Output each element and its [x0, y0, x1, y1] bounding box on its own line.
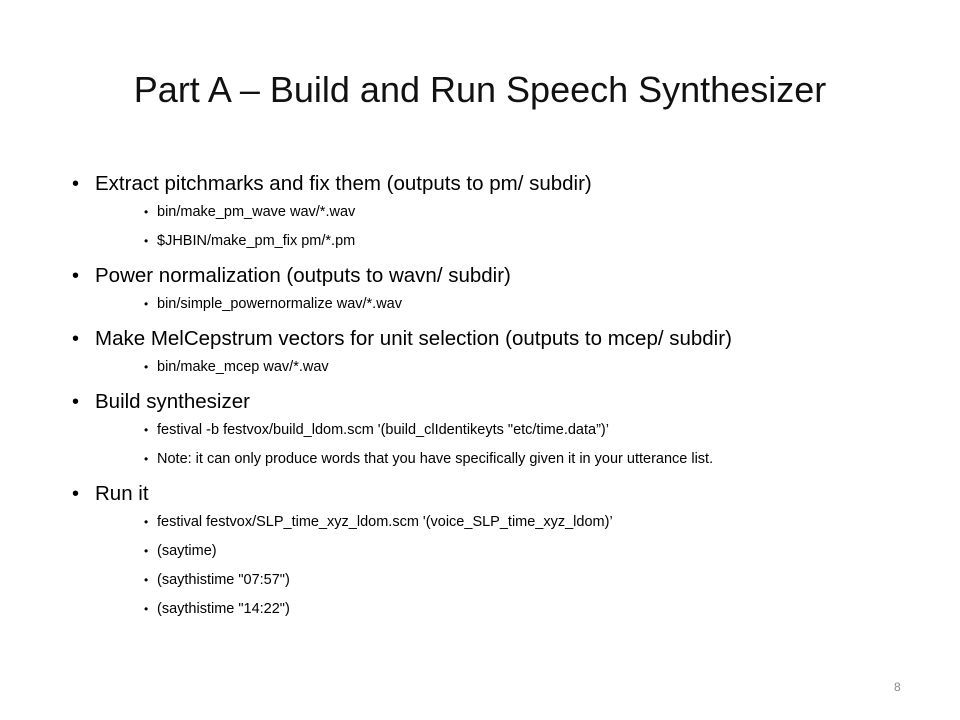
sub-bullet-text: festival festvox/SLP_time_xyz_ldom.scm '(voice_SLP_time_xyz_ldom)’ — [157, 514, 613, 530]
slide-body — [72, 170, 912, 630]
sub-bullet-dot: • — [144, 297, 149, 311]
bullet-dot: • — [72, 173, 80, 195]
sub-bullet-dot: • — [144, 360, 149, 374]
sub-bullet-dot: • — [144, 602, 149, 616]
sub-bullet-dot: • — [144, 205, 149, 219]
sub-bullet-text: (saythistime "07:57") — [157, 572, 290, 588]
sub-bullet — [72, 296, 902, 313]
sub-bullet — [72, 359, 902, 376]
bullet-text: Run it — [95, 482, 149, 505]
sub-bullet-dot: • — [144, 234, 149, 248]
page-number: 8 — [894, 680, 901, 694]
sub-bullet-text: $JHBIN/make_pm_fix pm/*.pm — [157, 233, 356, 249]
bullet-build-synthesizer — [72, 388, 912, 416]
bullet-text: Make MelCepstrum vectors for unit selection (outputs to mcep/ subdir) — [95, 327, 732, 350]
sub-bullet-dot: • — [144, 515, 149, 529]
sub-bullet — [72, 204, 902, 221]
sub-bullet — [72, 514, 902, 531]
sub-bullet — [72, 451, 902, 468]
sub-bullet — [72, 422, 902, 439]
sub-bullet — [72, 601, 902, 618]
bullet-dot: • — [72, 483, 80, 505]
bullet-text: Build synthesizer — [95, 390, 250, 413]
sub-bullet-dot: • — [144, 452, 149, 466]
slide-title: Part A – Build and Run Speech Synthesizer — [133, 69, 827, 110]
sub-bullet — [72, 572, 902, 589]
bullet-extract-pitchmarks — [72, 170, 912, 198]
bullet-power-normalization — [72, 262, 912, 290]
bullet-dot: • — [72, 391, 80, 413]
sub-bullet-text: bin/make_mcep wav/*.wav — [157, 359, 329, 375]
bullet-text: Extract pitchmarks and fix them (outputs to pm/ subdir) — [95, 172, 592, 195]
sub-bullet-dot: • — [144, 544, 149, 558]
sub-bullet-text: bin/make_pm_wave wav/*.wav — [157, 204, 356, 220]
bullet-dot: • — [72, 265, 80, 287]
sub-bullet — [72, 543, 902, 560]
sub-bullet-text: (saytime) — [157, 543, 217, 559]
sub-bullet-dot: • — [144, 423, 149, 437]
bullet-dot: • — [72, 328, 80, 350]
sub-bullet-text: Note: it can only produce words that you have specifically given it in your utterance list. — [157, 451, 714, 467]
sub-bullet-dot: • — [144, 573, 149, 587]
bullet-melcepstrum — [72, 325, 912, 353]
bullet-run-it — [72, 480, 912, 508]
sub-bullet-text: festival -b festvox/build_ldom.scm '(build_clIdentikeyts "etc/time.data”)’ — [157, 422, 609, 438]
sub-bullet-text: bin/simple_powernormalize wav/*.wav — [157, 296, 402, 312]
bullet-text: Power normalization (outputs to wavn/ subdir) — [95, 264, 511, 287]
sub-bullet — [72, 233, 902, 250]
sub-bullet-text: (saythistime "14:22") — [157, 601, 290, 617]
